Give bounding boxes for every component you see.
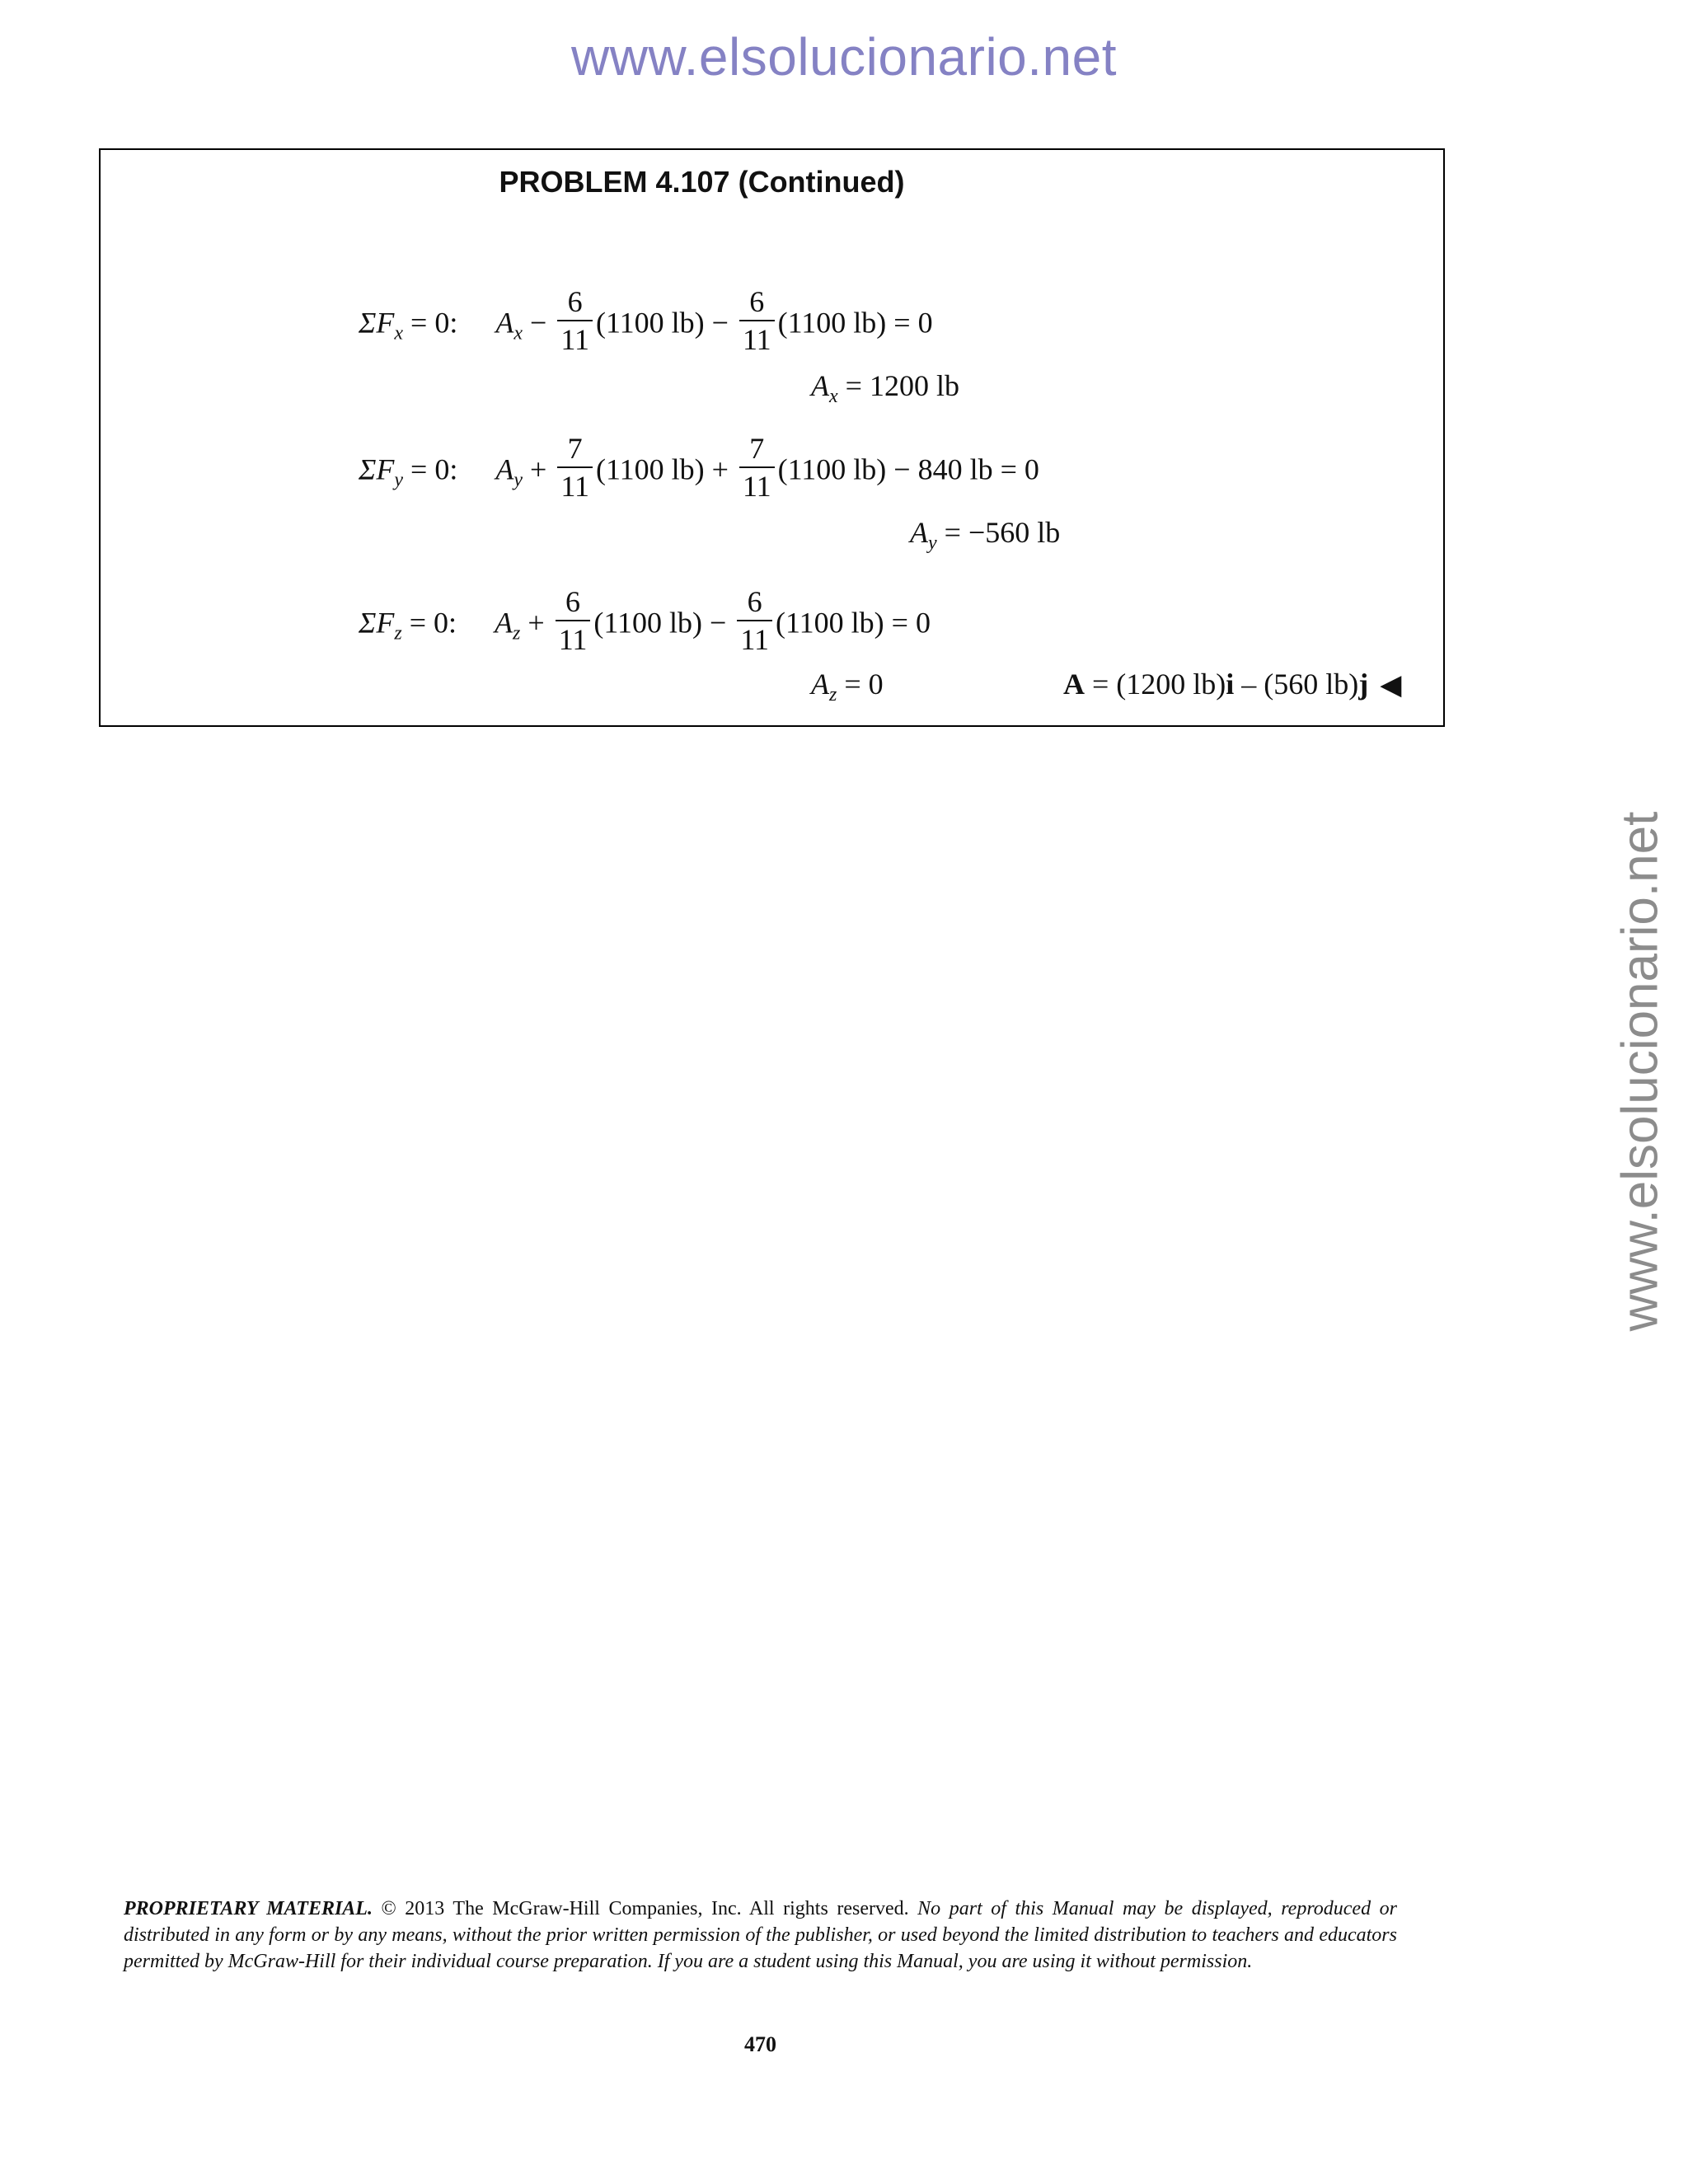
operator: − [711, 306, 729, 340]
sum-sub: y [394, 469, 404, 491]
fraction: $\frac{6}{11}$ [739, 287, 775, 354]
equation-sum-fy [359, 432, 1039, 506]
var-sub: y [513, 469, 523, 491]
result-ay: $A_y = -560$ lb [910, 516, 1061, 554]
term: (1100 lb) [596, 452, 705, 486]
fraction: $\frac{6}{11}$ [737, 587, 772, 654]
var: A [495, 306, 514, 340]
var-sub: x [513, 322, 523, 344]
var: A [495, 452, 514, 486]
equation-sum-fx [359, 285, 933, 359]
eq-zero: = 0: [403, 306, 458, 340]
fraction: $\frac{7}{11}$ [557, 434, 593, 501]
sum-sub: z [394, 622, 402, 644]
answer-marker-icon: ◀ [1380, 670, 1402, 701]
footer-copyright: © 2013 The McGraw-Hill Companies, Inc. All rights reserved. [372, 1898, 918, 1919]
eq-zero: = 0: [403, 452, 458, 486]
operator: − [530, 306, 547, 340]
footer-bold: PROPRIETARY MATERIAL. [124, 1898, 373, 1919]
result-ax: $A_x = 1200$ lb [811, 369, 959, 407]
sum-label: ΣF [359, 306, 395, 340]
operator: + [711, 452, 729, 486]
fraction: $\frac{6}{11}$ [556, 587, 591, 654]
term: (1100 lb) = 0 [777, 306, 933, 340]
term: (1100 lb) − 840 lb = 0 [777, 452, 1039, 486]
operator: − [710, 606, 727, 640]
sum-label: ΣF [359, 452, 395, 486]
term: (1100 lb) [596, 306, 705, 340]
watermark-side: www.elsolucionario.net [1611, 811, 1669, 1332]
final-answer: A = (1200 lb)i – (560 lb)j ◀ [1063, 668, 1402, 701]
term: (1100 lb) [593, 606, 703, 640]
sum-label: ΣF [359, 606, 395, 640]
result-az: $A_z = 0$ [811, 668, 884, 705]
page-title: PROBLEM 4.107 (Continued) [499, 165, 905, 199]
watermark-top: www.elsolucionario.net [571, 27, 1117, 87]
vector-a: A [1063, 668, 1085, 701]
operator: + [528, 606, 545, 640]
footer-notice [124, 1896, 1397, 1975]
equation-sum-fz [359, 585, 931, 659]
var-sub: z [513, 622, 521, 644]
fraction: $\frac{7}{11}$ [739, 434, 775, 501]
var: A [495, 606, 513, 640]
page-number: 470 [744, 2032, 776, 2056]
unit-j: j [1358, 668, 1369, 701]
eq-zero: = 0: [401, 606, 457, 640]
fraction: $\frac{6}{11}$ [557, 287, 593, 354]
unit-i: i [1226, 668, 1235, 701]
footer-italic: No part of this Manual may be displayed, reproduced or distributed in any form or by any means, without the prior written permission of the publisher, or used beyond the limited distribution to teachers and educators permitted by McGraw-Hill for their individual course preparation. If you are a student using this Manual, you are using it without permission. [124, 1898, 1397, 1972]
problem-box [99, 148, 1445, 727]
operator: + [530, 452, 547, 486]
term: (1100 lb) = 0 [776, 606, 931, 640]
sum-sub: x [394, 322, 404, 344]
